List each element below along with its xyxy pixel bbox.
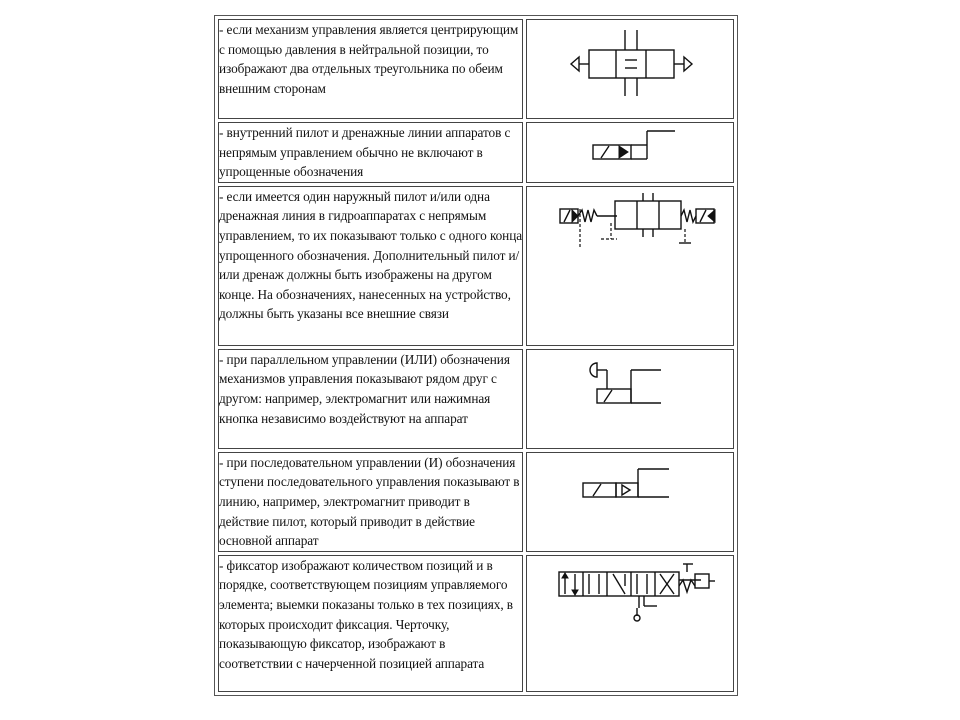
simplified-pilot-solenoid-symbol-icon	[527, 123, 735, 183]
table-row	[218, 349, 734, 449]
series-control-and-symbol-icon	[527, 453, 735, 553]
table-row	[218, 555, 734, 692]
rule-text: - внутренний пилот и дренажные линии аппаратов с непрямым управлением обычно не включают в упрощенные обозначения	[218, 122, 523, 183]
rule-text: - если механизм управления является центрирующим с помощью давления в нейтральной позиции, то изображают два отдельных треугольника по обеим внешним сторонам	[218, 19, 523, 119]
table-row	[218, 122, 734, 183]
external-pilot-drain-valve-symbol-icon	[527, 187, 735, 347]
symbol-cell	[526, 19, 734, 119]
pressure-centered-valve-symbol-icon	[527, 20, 735, 120]
table-row	[218, 19, 734, 119]
symbol-cell	[526, 186, 734, 346]
symbol-cell	[526, 122, 734, 183]
symbol-cell	[526, 452, 734, 552]
rule-text: - фиксатор изображают количеством позиций и в порядке, соответствующем позициям управляемого элемента; выемки показаны только в тех позициях, в которых происходит фиксация. Черточку, показывающую фиксатор, изображают в соответствии с начерченной позицией аппарата	[218, 555, 523, 692]
rule-text: - если имеется один наружный пилот и/или одна дренажная линия в гидроаппаратах с непрямым управлением, то их показывают только с одного конца упрощенного обозначения. Дополнительный пилот и/или дренаж должны быть изображены на другом конце. На обозначениях, нанесенных на устройство, должны быть указаны все внешние связи	[218, 186, 523, 346]
rules-sheet	[214, 15, 738, 696]
parallel-control-or-symbol-icon	[527, 350, 735, 450]
detent-valve-symbol-icon	[527, 556, 735, 696]
symbol-cell	[526, 555, 734, 692]
rule-text: - при последовательном управлении (И) обозначения ступени последовательного управления показывают в линию, например, электромагнит приводит в действие пилот, который приводит в действие основной аппарат	[218, 452, 523, 552]
table-row	[218, 452, 734, 552]
rule-text: - при параллельном управлении (ИЛИ) обозначения механизмов управления показывают рядом друг с другом: например, электромагнит или нажимная кнопка независимо воздействуют на аппарат	[218, 349, 523, 449]
table-row	[218, 186, 734, 346]
rules-table	[215, 16, 737, 695]
symbol-cell	[526, 349, 734, 449]
